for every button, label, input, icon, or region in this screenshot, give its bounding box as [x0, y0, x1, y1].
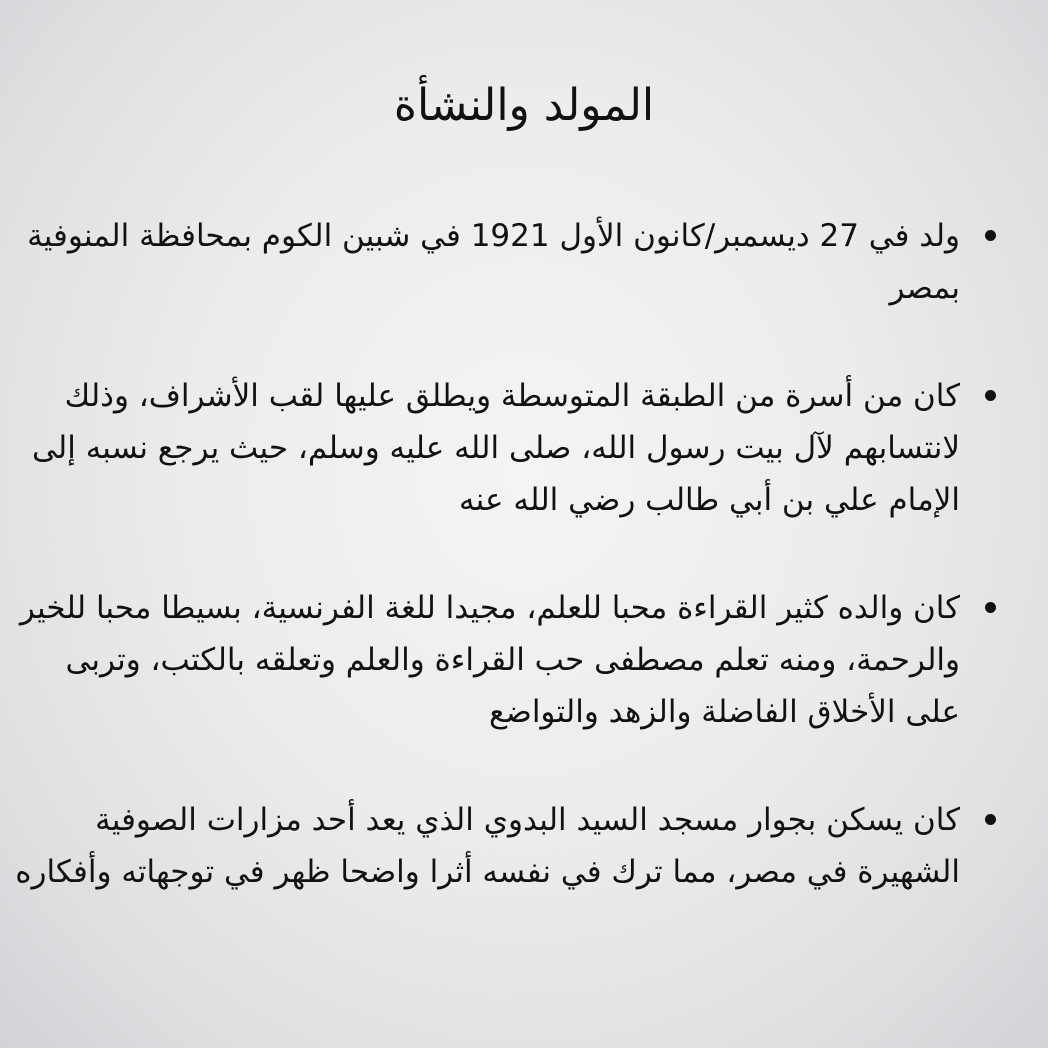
bullet-text: كان يسكن بجوار مسجد السيد البدوي الذي يعد أحد مزارات الصوفية الشهيرة في مصر، مما ترك في نفسه أثرا واضحا ظهر في توجهاته وأفكاره [15, 802, 960, 890]
bullet-list [8, 210, 998, 898]
bullet-dot-icon [985, 814, 996, 825]
bullet-dot-icon [985, 390, 996, 401]
bullet-item-father [8, 582, 998, 738]
bullet-dot-icon [985, 230, 996, 241]
bullet-item-birth [8, 210, 998, 314]
slide-title: المولد والنشأة [393, 80, 655, 131]
bullet-dot-icon [985, 602, 996, 613]
bullet-text: كان من أسرة من الطبقة المتوسطة ويطلق عليها لقب الأشراف، وذلك لانتسابهم لآل بيت رسول الله، صلى الله عليه وسلم، حيث يرجع نسبه إلى الإمام علي بن أبي طالب رضي الله عنه [31, 378, 960, 518]
bullet-text: كان والده كثير القراءة محبا للعلم، مجيدا للغة الفرنسية، بسيطا محبا للخير والرحمة، ومنه تعلم مصطفى حب القراءة والعلم وتعلقه بالكتب، وتربى على الأخلاق الفاضلة والزهد والتواضع [19, 590, 960, 730]
bullet-text: ولد في 27 ديسمبر/كانون الأول 1921 في شبين الكوم بمحافظة المنوفية بمصر [27, 218, 960, 306]
bullet-item-family [8, 370, 998, 526]
bullet-item-residence [8, 794, 998, 898]
